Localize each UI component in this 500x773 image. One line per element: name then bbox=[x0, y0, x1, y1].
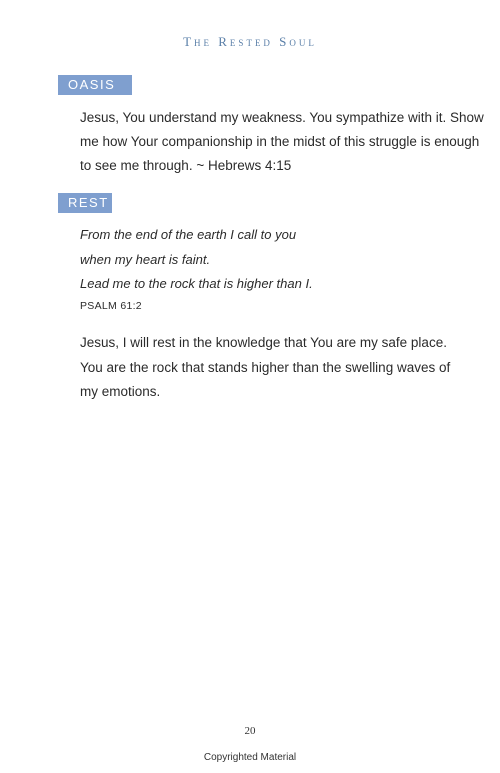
rest-line: You are the rock that stands higher than the swelling waves of bbox=[80, 359, 451, 375]
scripture-verse bbox=[80, 223, 440, 297]
verse-line: Lead me to the rock that is higher than I. bbox=[80, 276, 313, 291]
verse-line: From the end of the earth I call to you bbox=[80, 227, 297, 242]
oasis-line: me how Your companionship in the midst of this struggle is enough bbox=[80, 134, 480, 149]
verse-citation: PSALM 61:2 bbox=[80, 300, 142, 312]
oasis-section-label: OASIS bbox=[58, 75, 132, 95]
rest-line: Jesus, I will rest in the knowledge that You are my safe place. bbox=[80, 335, 447, 350]
oasis-line: to see me through. ~ Hebrews 4:15 bbox=[80, 158, 292, 173]
oasis-paragraph bbox=[80, 106, 484, 178]
rest-line: my emotions. bbox=[80, 384, 161, 399]
running-head-title: The Rested Soul bbox=[183, 34, 317, 49]
page-number: 20 bbox=[244, 725, 256, 737]
verse-line: when my heart is faint. bbox=[80, 251, 211, 267]
rest-paragraph bbox=[80, 331, 451, 405]
copyright-notice: Copyrighted Material bbox=[203, 752, 297, 763]
rest-section-label: REST bbox=[58, 193, 112, 213]
oasis-line: Jesus, You understand my weakness. You sympathize with it. Show bbox=[80, 110, 484, 125]
